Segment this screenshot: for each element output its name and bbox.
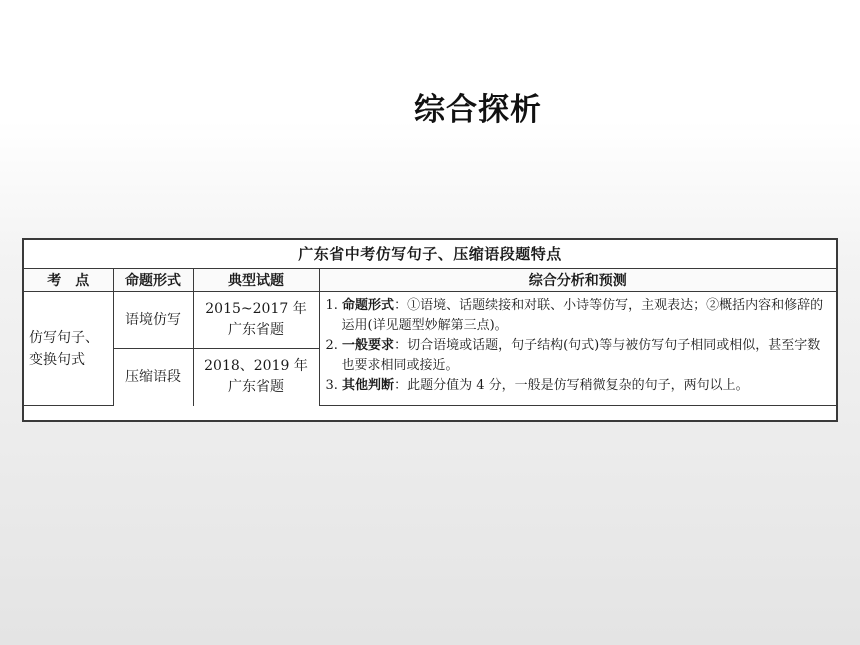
header-mingti-xingshi: 命题形式: [113, 269, 193, 292]
kaodian-line-1: 仿写句子、: [29, 329, 99, 346]
form-cell: 压缩语段: [113, 349, 193, 406]
point-text: ：切合语境或话题，句子结构(句式)等与被仿写句子相同或相似，甚至字数也要求相同或接近。: [341, 338, 821, 373]
header-kaodian: 考 点: [24, 269, 113, 292]
exam-region: 广东省题: [228, 379, 284, 396]
exam-cell: [193, 292, 319, 349]
point-label: 一般要求: [342, 338, 395, 353]
analysis-point: [326, 376, 831, 396]
point-text: ：此题分值为 4 分，一般是仿写稍微复杂的句子，两句以上。: [394, 378, 749, 393]
point-number: 3.: [325, 378, 338, 393]
kaodian-cell: [24, 292, 113, 406]
point-number: 1.: [325, 298, 338, 313]
table-row: [24, 292, 836, 349]
features-table: [24, 269, 836, 406]
exam-cell: [193, 349, 319, 406]
point-label: 命题形式: [342, 298, 395, 313]
exam-years: 2018、2019 年: [204, 358, 308, 375]
slide-title: 综合探析: [414, 92, 542, 128]
point-number: 2.: [325, 338, 338, 353]
header-zonghe-fenxi: 综合分析和预测: [319, 269, 836, 292]
table-caption: 广东省中考仿写句子、压缩语段题特点: [24, 240, 836, 269]
point-text: ：①语境、话题续接和对联、小诗等仿写，主观表达；②概括内容和修辞的运用(详见题型妙解第三点)。: [341, 298, 824, 333]
header-dianxing-shiti: 典型试题: [193, 269, 319, 292]
analysis-point: [326, 296, 831, 336]
form-cell: 语境仿写: [113, 292, 193, 349]
features-table-card: [22, 238, 838, 422]
analysis-cell: [319, 292, 836, 406]
exam-years: 2015~2017 年: [205, 301, 307, 317]
exam-region: 广东省题: [228, 322, 284, 338]
kaodian-line-2: 变换句式: [29, 351, 85, 368]
analysis-point: [326, 336, 831, 376]
point-label: 其他判断: [342, 378, 395, 393]
table-header-row: [24, 269, 836, 292]
